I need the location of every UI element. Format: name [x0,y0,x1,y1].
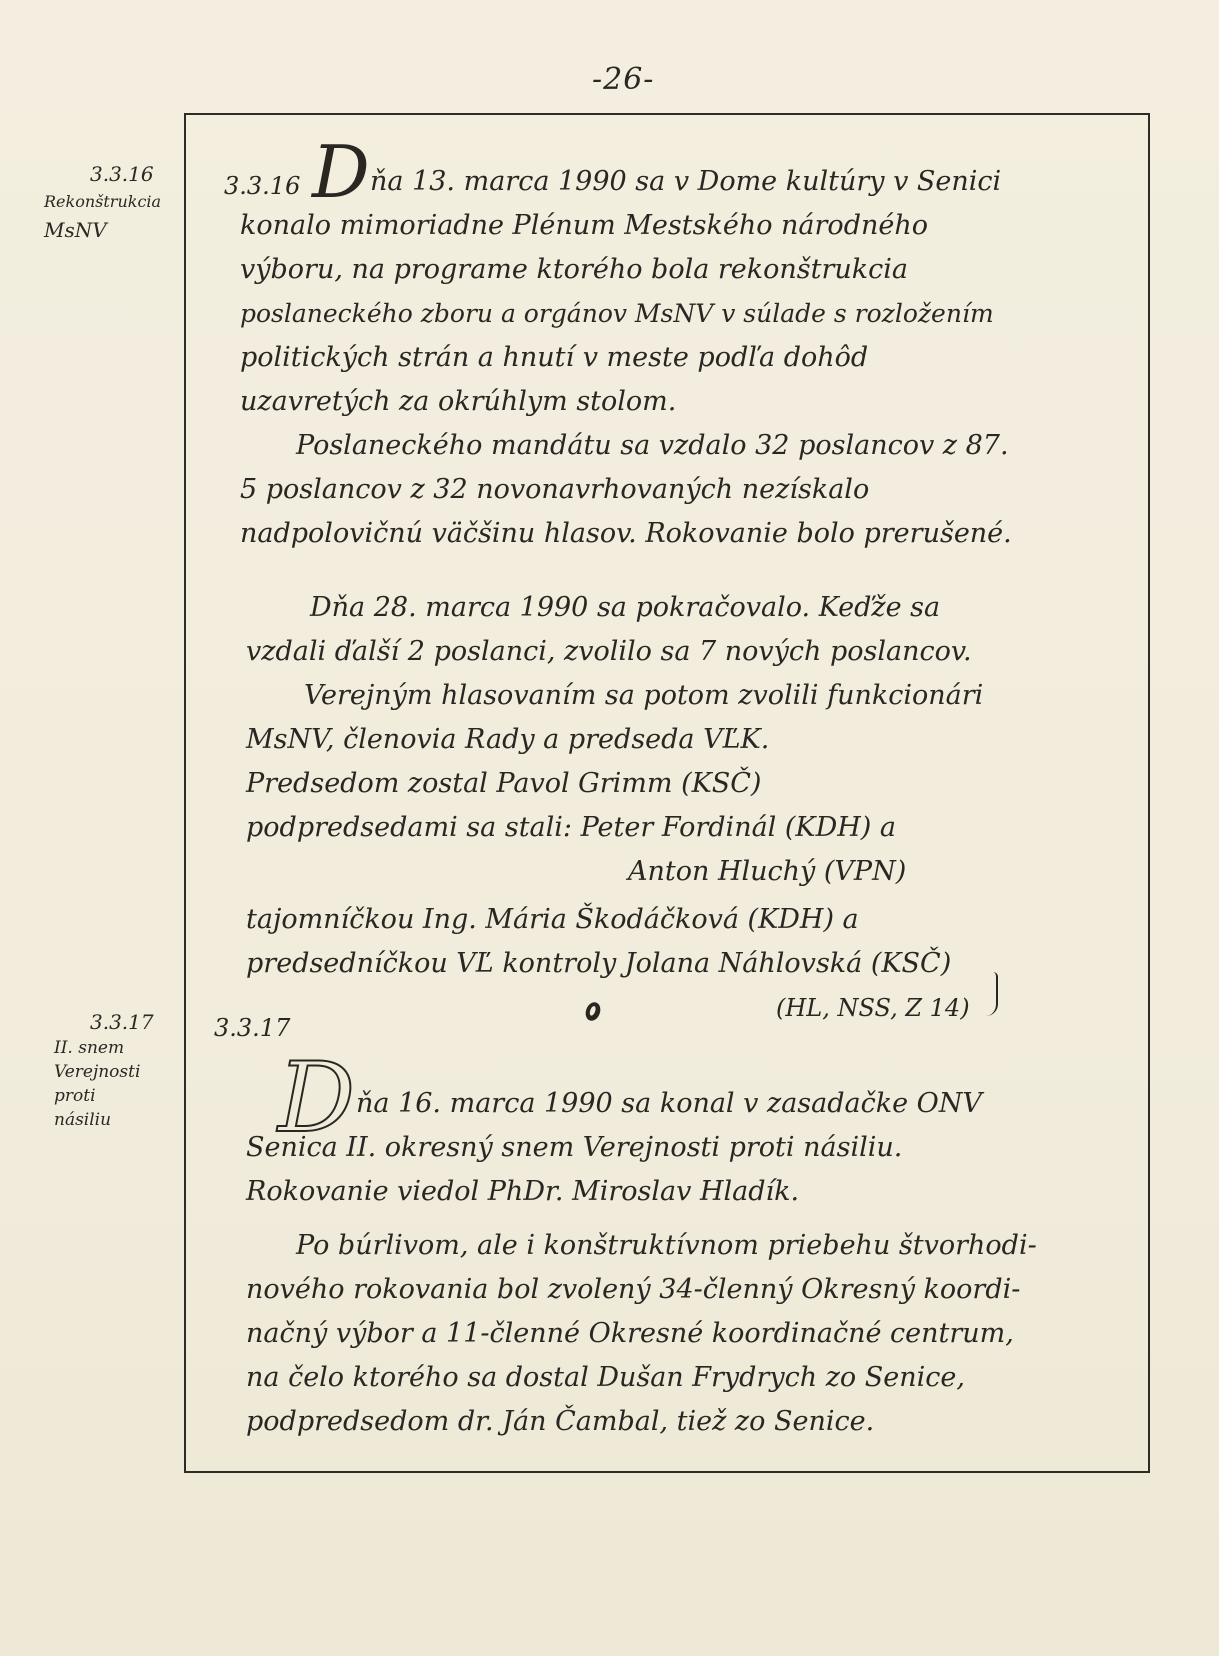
margin-note-reconstruction [44,160,182,244]
text-line: na čelo ktorého sa dostal Dušan Frydrych zo Senice, [246,1362,965,1393]
text-line: tajomníčkou Ing. Mária Škodáčková (KDH) a [246,904,859,935]
text-line: výboru, na programe ktorého bola rekonštrukcia [240,254,909,285]
text-line: konalo mimoriadne Plénum Mestského národného [240,210,928,241]
text-line: nového rokovania bol zvolený 34-členný Okresný koordi- [246,1274,1021,1305]
text-line: načný výbor a 11-členné Okresné koordinačné centrum, [246,1318,1014,1349]
margin-date: 3.3.16 [90,162,154,186]
text-line: ňa 16. marca 1990 sa konal v zasadačke ONV [356,1088,982,1119]
text-line: vzdali ďalší 2 poslanci, zvolilo sa 7 nových poslancov. [246,636,972,667]
dropcap-letter: D [312,130,370,214]
margin-note-snem [54,1008,174,1132]
text-line: podpredsedom dr. Ján Čambal, tiež zo Senice. [246,1406,875,1437]
text-line: Po búrlivom, ale i konštruktívnom priebehu štvorhodi- [296,1230,1037,1261]
entry-date: 3.3.17 [214,1014,291,1042]
text-line: Predsedom zostal Pavol Grimm (KSČ) [246,768,762,799]
closing-bracket [986,972,998,1016]
text-line: Anton Hluchý (VPN) [628,856,907,887]
margin-label: MsNV [44,218,107,242]
text-line: nadpolovičnú väčšinu hlasov. Rokovanie bolo prerušené. [240,518,1012,549]
text-line: Dňa 28. marca 1990 sa pokračovalo. Keďže sa [310,592,941,623]
margin-label: Verejnosti [54,1062,141,1082]
text-line: Rokovanie viedol PhDr. Miroslav Hladík. [246,1176,800,1207]
margin-label: II. snem [54,1038,125,1058]
text-line: poslaneckého zboru a orgánov MsNV v súlade s rozložením [240,299,994,328]
text-line: politických strán a hnutí v meste podľa dohôd [240,342,869,373]
page-number: -26- [592,62,655,97]
text-line: Verejným hlasovaním sa potom zvolili funkcionári [304,680,984,711]
text-line: Senica II. okresný snem Verejnosti proti násiliu. [246,1132,903,1163]
text-line: Poslaneckého mandátu sa vzdalo 32 poslancov z 87. [296,430,1009,461]
margin-label: proti [54,1086,96,1106]
text-line: predsedníčkou VĽ kontroly Jolana Náhlovská (KSČ) [246,948,952,979]
text-line: 5 poslancov z 32 novonavrhovaných nezískalo [240,474,870,505]
sources-reference: (HL, NSS, Z 14) [776,994,970,1022]
entry-date: 3.3.16 [224,172,301,200]
text-line: uzavretých za okrúhlym stolom. [240,386,677,417]
margin-label: násiliu [54,1110,112,1130]
text-line: MsNV, členovia Rady a predseda VĽK. [246,724,770,755]
text-line: podpredsedami sa stali: Peter Fordinál (KDH) a [246,812,897,843]
dropcap-letter: D [278,1042,355,1154]
margin-date: 3.3.17 [90,1010,154,1034]
margin-label: Rekonštrukcia [44,192,162,211]
text-line: ňa 13. marca 1990 sa v Dome kultúry v Senici [370,166,1002,197]
